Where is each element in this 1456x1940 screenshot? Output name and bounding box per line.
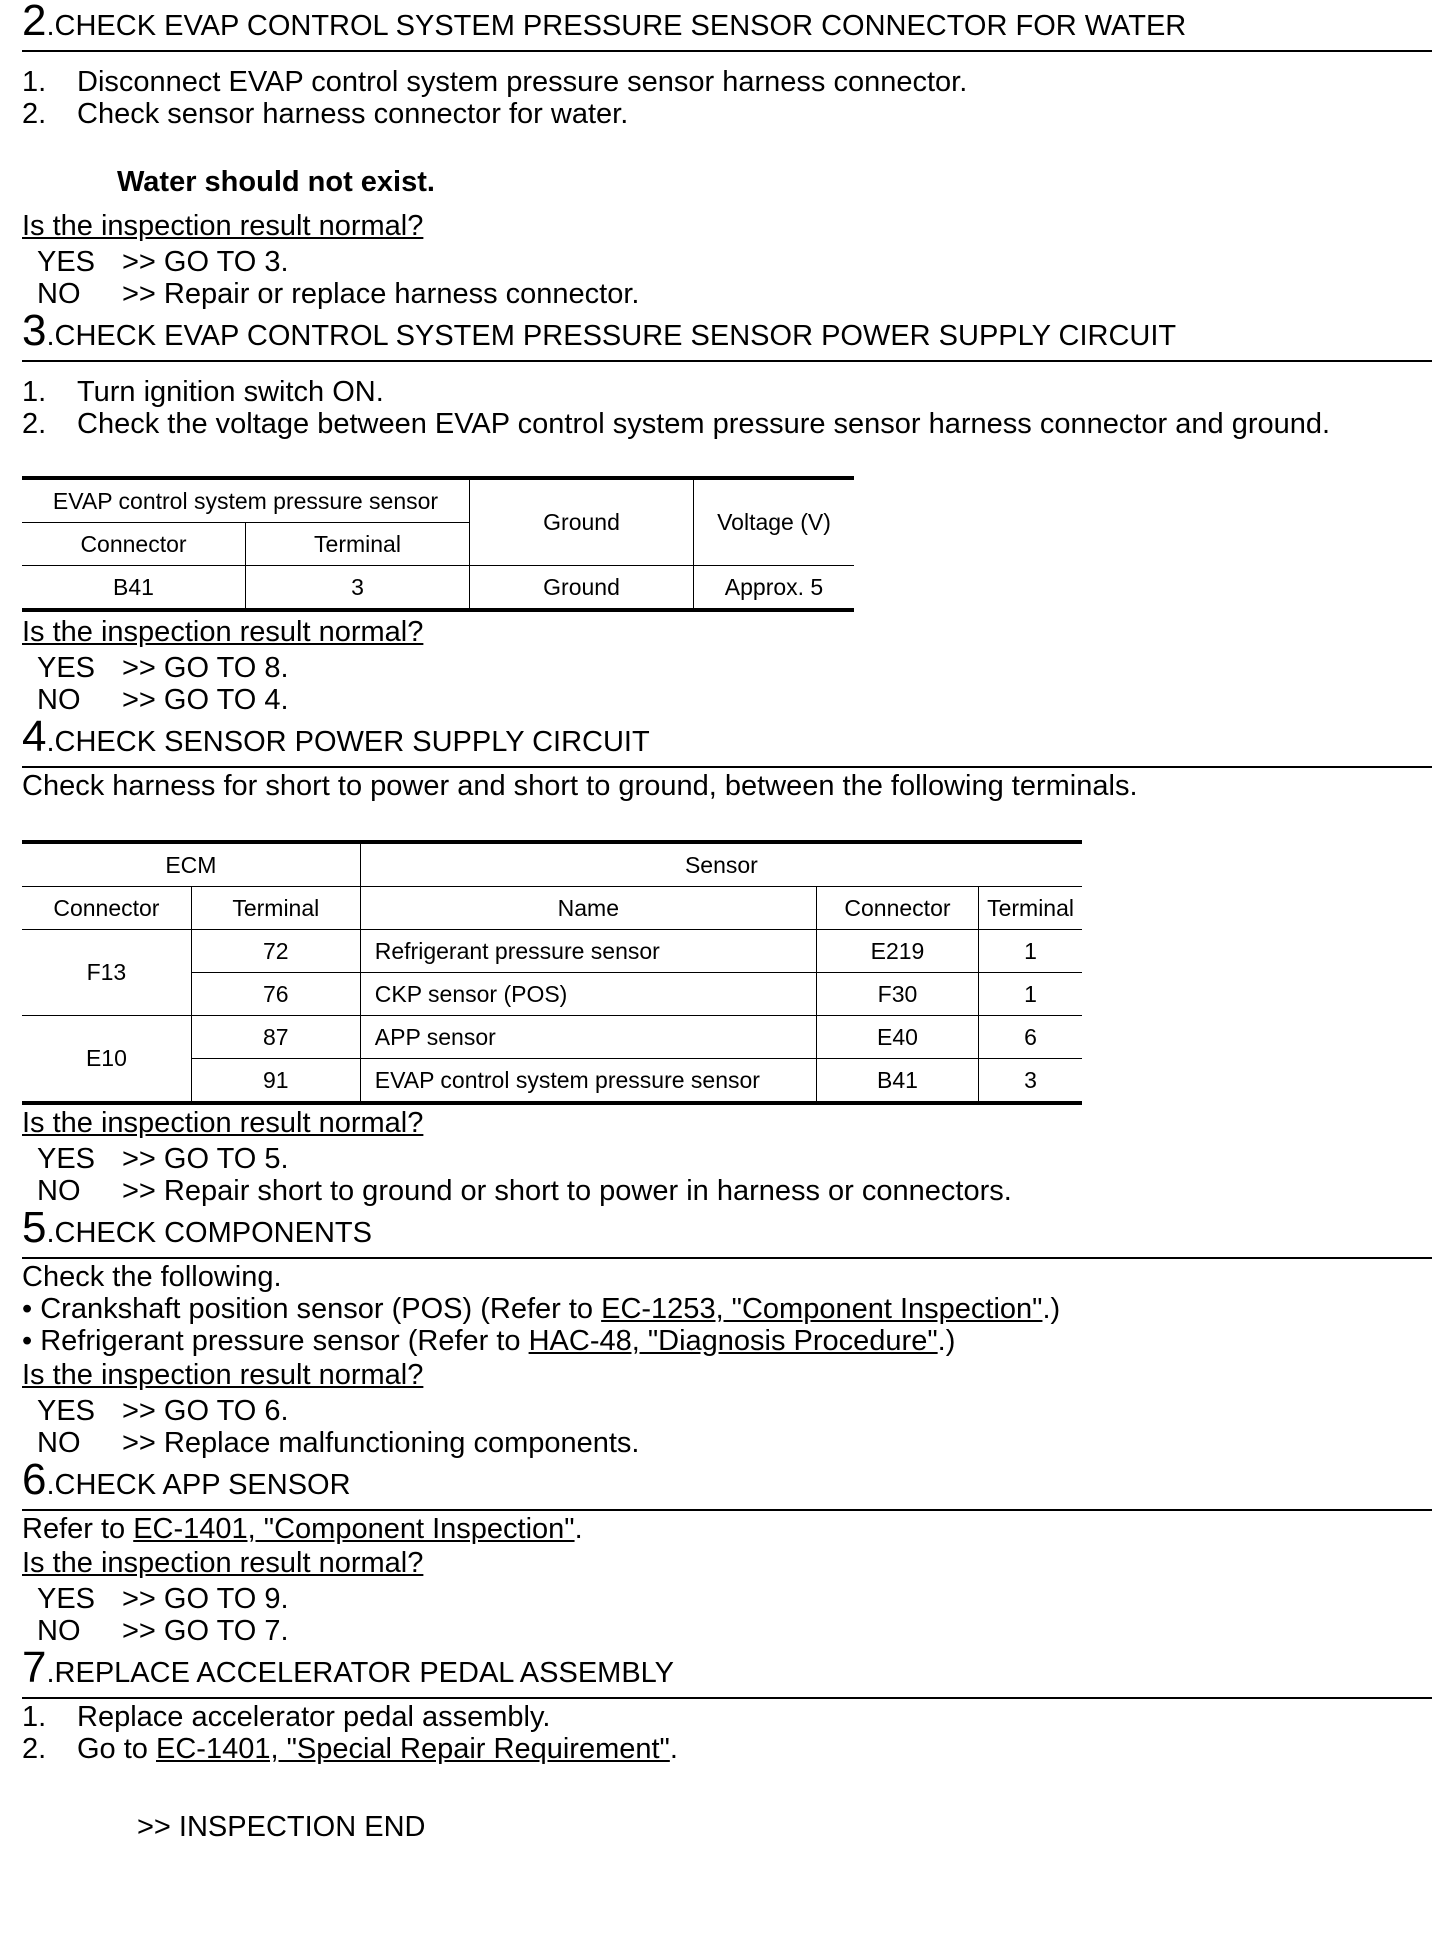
answer-no: NO >> Repair short to ground or short to power in harness or connectors. — [37, 1175, 1012, 1207]
step-2-header: 2 . CHECK EVAP CONTROL SYSTEM PRESSURE SENSOR CONNECTOR FOR WATER — [22, 0, 1432, 52]
table-header: Connector — [22, 887, 191, 930]
step-title: CHECK COMPONENTS — [54, 1217, 372, 1249]
table-row: B41 3 Ground Approx. 5 — [22, 566, 854, 611]
answer-yes: YES >> GO TO 6. — [37, 1395, 289, 1427]
question: Is the inspection result normal? — [22, 1547, 424, 1579]
table-row: E10 87 APP sensor E40 6 — [22, 1016, 1082, 1059]
step-title: CHECK SENSOR POWER SUPPLY CIRCUIT — [54, 726, 650, 758]
table-header: Terminal — [979, 887, 1082, 930]
step-number: 2 — [22, 0, 47, 45]
table-header: EVAP control system pressure sensor — [22, 478, 470, 523]
step-title: CHECK APP SENSOR — [54, 1469, 351, 1501]
list-item: 2. Go to EC-1401, "Special Repair Requirement". — [22, 1733, 678, 1765]
list-item: 2. Check the voltage between EVAP control system pressure sensor harness connector and ground. — [22, 408, 1331, 440]
list-item: 1. Turn ignition switch ON. — [22, 376, 384, 408]
reference-link[interactable]: EC-1253, "Component Inspection" — [601, 1293, 1043, 1325]
question: Is the inspection result normal? — [22, 616, 424, 648]
reference-link[interactable]: EC-1401, "Special Repair Requirement" — [156, 1733, 670, 1765]
answer-yes: YES >> GO TO 5. — [37, 1143, 289, 1175]
list-item: • Crankshaft position sensor (POS) (Refer to EC-1253, "Component Inspection".) — [22, 1293, 1061, 1325]
table-row: 91 EVAP control system pressure sensor B41 3 — [22, 1059, 1082, 1104]
reference-link[interactable]: EC-1401, "Component Inspection" — [133, 1513, 575, 1545]
list-item: 1. Disconnect EVAP control system pressure sensor harness connector. — [22, 66, 968, 98]
table-header: Voltage (V) — [694, 478, 855, 566]
answer-no: NO >> GO TO 4. — [37, 684, 289, 716]
list-item: 2. Check sensor harness connector for water. — [22, 98, 629, 130]
step-number: 6 — [22, 1455, 47, 1504]
reference-link[interactable]: HAC-48, "Diagnosis Procedure" — [528, 1325, 938, 1357]
question: Is the inspection result normal? — [22, 1107, 424, 1139]
table-header: Terminal — [246, 523, 470, 566]
table-header: ECM — [22, 842, 360, 887]
table-header: Connector — [22, 523, 246, 566]
answer-yes: YES >> GO TO 9. — [37, 1583, 289, 1615]
list-item: 1. Replace accelerator pedal assembly. — [22, 1701, 551, 1733]
step-6-header: 6 . CHECK APP SENSOR — [22, 1459, 1432, 1511]
answer-no: NO >> Replace malfunctioning components. — [37, 1427, 640, 1459]
step-title: REPLACE ACCELERATOR PEDAL ASSEMBLY — [54, 1657, 674, 1689]
answer-yes: YES >> GO TO 3. — [37, 246, 289, 278]
procedure-page — [22, 0, 1432, 1843]
table-row: 76 CKP sensor (POS) F30 1 — [22, 973, 1082, 1016]
step-number: 7 — [22, 1643, 47, 1692]
table-header: Sensor — [360, 842, 1082, 887]
answer-no: NO >> GO TO 7. — [37, 1615, 289, 1647]
step-title: CHECK EVAP CONTROL SYSTEM PRESSURE SENSOR POWER SUPPLY CIRCUIT — [54, 320, 1177, 352]
step-4-header: 4 . CHECK SENSOR POWER SUPPLY CIRCUIT — [22, 716, 1432, 768]
voltage-table — [22, 476, 854, 612]
table-row: F13 72 Refrigerant pressure sensor E219 1 — [22, 930, 1082, 973]
step-number: 3 — [22, 306, 47, 355]
step-5-header: 5 . CHECK COMPONENTS — [22, 1207, 1432, 1259]
inspection-end: >> INSPECTION END — [137, 1811, 426, 1843]
step-7-header: 7 . REPLACE ACCELERATOR PEDAL ASSEMBLY — [22, 1647, 1432, 1699]
step-number: 5 — [22, 1203, 47, 1252]
step-text: Refer to EC-1401, "Component Inspection". — [22, 1513, 583, 1545]
table-header: Connector — [816, 887, 978, 930]
step-text: Check the following. — [22, 1261, 282, 1293]
step-text: Check harness for short to power and short to ground, between the following terminals. — [22, 770, 1138, 802]
answer-no: NO >> Repair or replace harness connector. — [37, 278, 640, 310]
terminal-table — [22, 840, 1082, 1105]
table-header: Ground — [470, 478, 694, 566]
table-header: Terminal — [191, 887, 360, 930]
question: Is the inspection result normal? — [22, 210, 424, 242]
answer-yes: YES >> GO TO 8. — [37, 652, 289, 684]
step-title: CHECK EVAP CONTROL SYSTEM PRESSURE SENSOR CONNECTOR FOR WATER — [54, 10, 1187, 42]
table-header: Name — [360, 887, 816, 930]
spec-text: Water should not exist. — [117, 166, 435, 198]
question: Is the inspection result normal? — [22, 1359, 424, 1391]
list-item: • Refrigerant pressure sensor (Refer to HAC-48, "Diagnosis Procedure".) — [22, 1325, 956, 1357]
step-3-header: 3 . CHECK EVAP CONTROL SYSTEM PRESSURE SENSOR POWER SUPPLY CIRCUIT — [22, 310, 1432, 362]
step-number: 4 — [22, 712, 47, 761]
